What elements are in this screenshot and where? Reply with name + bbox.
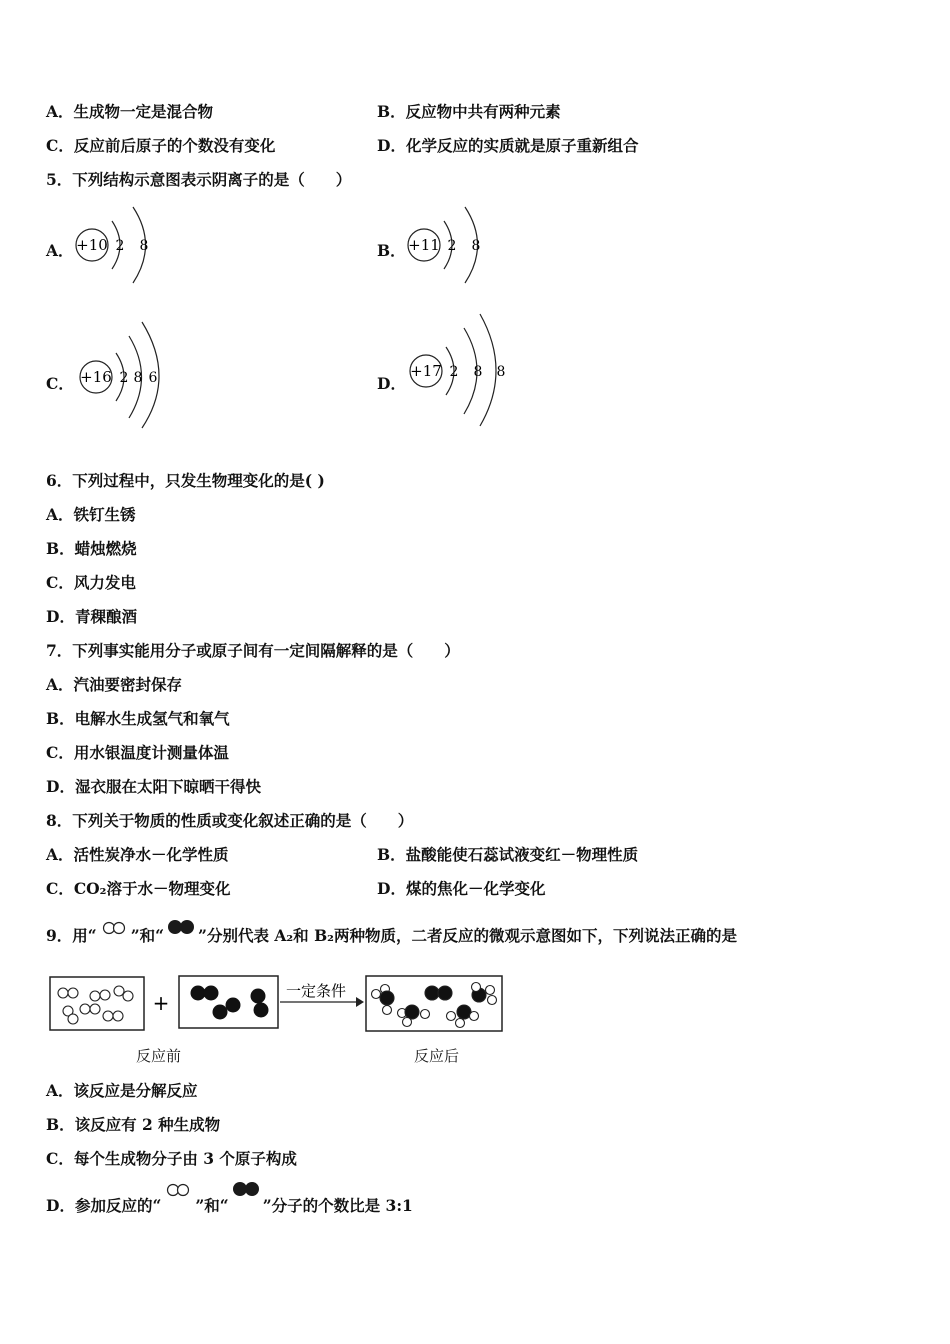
option-text: CO₂溶于水－物理变化 [73, 879, 231, 898]
q7-option-d[interactable] [46, 777, 261, 797]
plus-sign: + [152, 991, 170, 1015]
q9-reaction-diagram[interactable] [48, 972, 508, 1038]
shell-electrons: 2 [119, 370, 129, 386]
q5-option-d-letter[interactable]: D． [377, 374, 406, 393]
q4-option-d[interactable] [377, 136, 638, 156]
q4-option-c[interactable] [46, 136, 275, 156]
label-before-reaction: 反应前 [136, 1047, 182, 1065]
nucleus-charge: +11 [408, 236, 440, 254]
option-letter: A． [46, 1081, 74, 1100]
q8-option-c[interactable] [46, 879, 230, 899]
option-letter: D． [377, 879, 406, 898]
q5-option-b-letter[interactable]: B． [377, 241, 406, 260]
option-letter: D． [46, 1196, 75, 1215]
option-text: 该反应有 2 种生成物 [74, 1115, 221, 1134]
option-text-part: ”分子的个数比是 3:1 [262, 1196, 413, 1215]
q6-option-c[interactable] [46, 573, 136, 593]
q5-option-c-diagram[interactable] [74, 320, 184, 430]
q6-option-d[interactable] [46, 607, 137, 627]
option-letter: A． [46, 845, 74, 864]
q7-option-b[interactable] [46, 709, 230, 729]
option-letter: C． [46, 1149, 74, 1168]
q9-stem [46, 926, 737, 948]
q9-option-a[interactable] [46, 1081, 198, 1101]
option-text-part: ”和“ [195, 1196, 229, 1215]
option-letter: C． [46, 743, 74, 762]
shell-electrons: 6 [148, 370, 158, 386]
option-text: 用水银温度计测量体温 [73, 743, 229, 762]
option-text: 每个生成物分子由 3 个原子构成 [73, 1149, 297, 1168]
q5-option-c-letter[interactable]: C． [46, 374, 74, 393]
option-letter: C． [46, 136, 74, 155]
q5-option-b-diagram[interactable] [402, 203, 502, 287]
q9-option-d[interactable] [46, 1196, 413, 1218]
option-letter: A． [46, 505, 74, 524]
option-letter: B． [377, 102, 406, 121]
option-letter: C． [46, 573, 74, 592]
q5-option-d-diagram[interactable] [404, 312, 514, 428]
option-text: 煤的焦化－化学变化 [405, 879, 546, 898]
q6-option-b[interactable] [46, 539, 137, 559]
q9-stem-part: ”分别代表 A₂和 B₂两种物质，二者反应的微观示意图如下，下列说法正确的是 [198, 926, 737, 945]
option-text: 化学反应的实质就是原子重新组合 [405, 136, 639, 155]
nucleus-charge: +17 [410, 362, 442, 380]
q7-option-a[interactable] [46, 675, 182, 695]
option-letter: B． [377, 845, 406, 864]
q6-stem: 6．下列过程中，只发生物理变化的是( ) [46, 471, 325, 490]
q9-option-c[interactable] [46, 1149, 297, 1169]
option-letter: B． [46, 709, 75, 728]
option-letter: A． [46, 675, 74, 694]
shell-electrons: 8 [473, 364, 483, 380]
shell-electrons: 8 [471, 238, 481, 254]
shell-electrons: 2 [115, 238, 125, 254]
q4-option-a[interactable] [46, 102, 213, 122]
shell-electrons: 8 [133, 370, 143, 386]
a2-molecule-icon [161, 1196, 195, 1218]
shell-electrons: 2 [449, 364, 459, 380]
q5-option-a-letter[interactable]: A． [46, 241, 74, 260]
option-text: 该反应是分解反应 [73, 1081, 198, 1100]
option-text: 湿衣服在太阳下晾晒干得快 [74, 777, 261, 796]
q5-stem: 5．下列结构示意图表示阴离子的是（ ） [46, 170, 352, 189]
option-letter: B． [46, 1115, 75, 1134]
option-text: 反应前后原子的个数没有变化 [73, 136, 276, 155]
option-text-part: 参加反应的“ [74, 1196, 162, 1215]
shell-electrons: 8 [139, 238, 149, 254]
label-after-reaction: 反应后 [414, 1047, 460, 1065]
option-letter: D． [377, 136, 406, 155]
q4-option-b[interactable] [377, 102, 561, 122]
q9-option-b[interactable] [46, 1115, 220, 1135]
a2-molecule-icon [97, 926, 131, 948]
reactant-box-a2 [50, 977, 144, 1030]
option-letter: D． [46, 607, 75, 626]
q6-option-a[interactable] [46, 505, 136, 525]
option-text: 风力发电 [73, 573, 136, 592]
option-text: 汽油要密封保存 [73, 675, 183, 694]
option-text: 盐酸能使石蕊试液变红－物理性质 [405, 845, 639, 864]
b2-molecule-icon [164, 926, 198, 948]
option-letter: C． [46, 879, 74, 898]
option-letter: B． [46, 539, 75, 558]
option-text: 青稞酿酒 [74, 607, 137, 626]
q8-option-b[interactable] [377, 845, 638, 865]
q9-stem-part: ”和“ [130, 926, 165, 945]
shell-electrons: 2 [447, 238, 457, 254]
option-text: 生成物一定是混合物 [73, 102, 214, 121]
option-letter: A． [46, 102, 74, 121]
b2-molecule-icon [229, 1196, 263, 1218]
option-text: 反应物中共有两种元素 [405, 102, 561, 121]
nucleus-charge: +10 [76, 236, 108, 254]
shell-electrons: 8 [496, 364, 506, 380]
q9-stem-part: 9．用“ [46, 926, 97, 945]
option-text: 电解水生成氢气和氧气 [74, 709, 230, 728]
reaction-condition: 一定条件 [285, 982, 347, 1000]
q8-option-a[interactable] [46, 845, 229, 865]
q8-option-d[interactable] [377, 879, 545, 899]
option-letter: D． [46, 777, 75, 796]
q8-stem: 8．下列关于物质的性质或变化叙述正确的是（ ） [46, 811, 414, 830]
option-text: 蜡烛燃烧 [74, 539, 137, 558]
option-text: 活性炭净水－化学性质 [73, 845, 229, 864]
nucleus-charge: +16 [80, 368, 112, 386]
q7-option-c[interactable] [46, 743, 229, 763]
option-text: 铁钉生锈 [73, 505, 136, 524]
q5-option-a-diagram[interactable] [70, 203, 170, 287]
q7-stem: 7．下列事实能用分子或原子间有一定间隔解释的是（ ） [46, 641, 460, 660]
